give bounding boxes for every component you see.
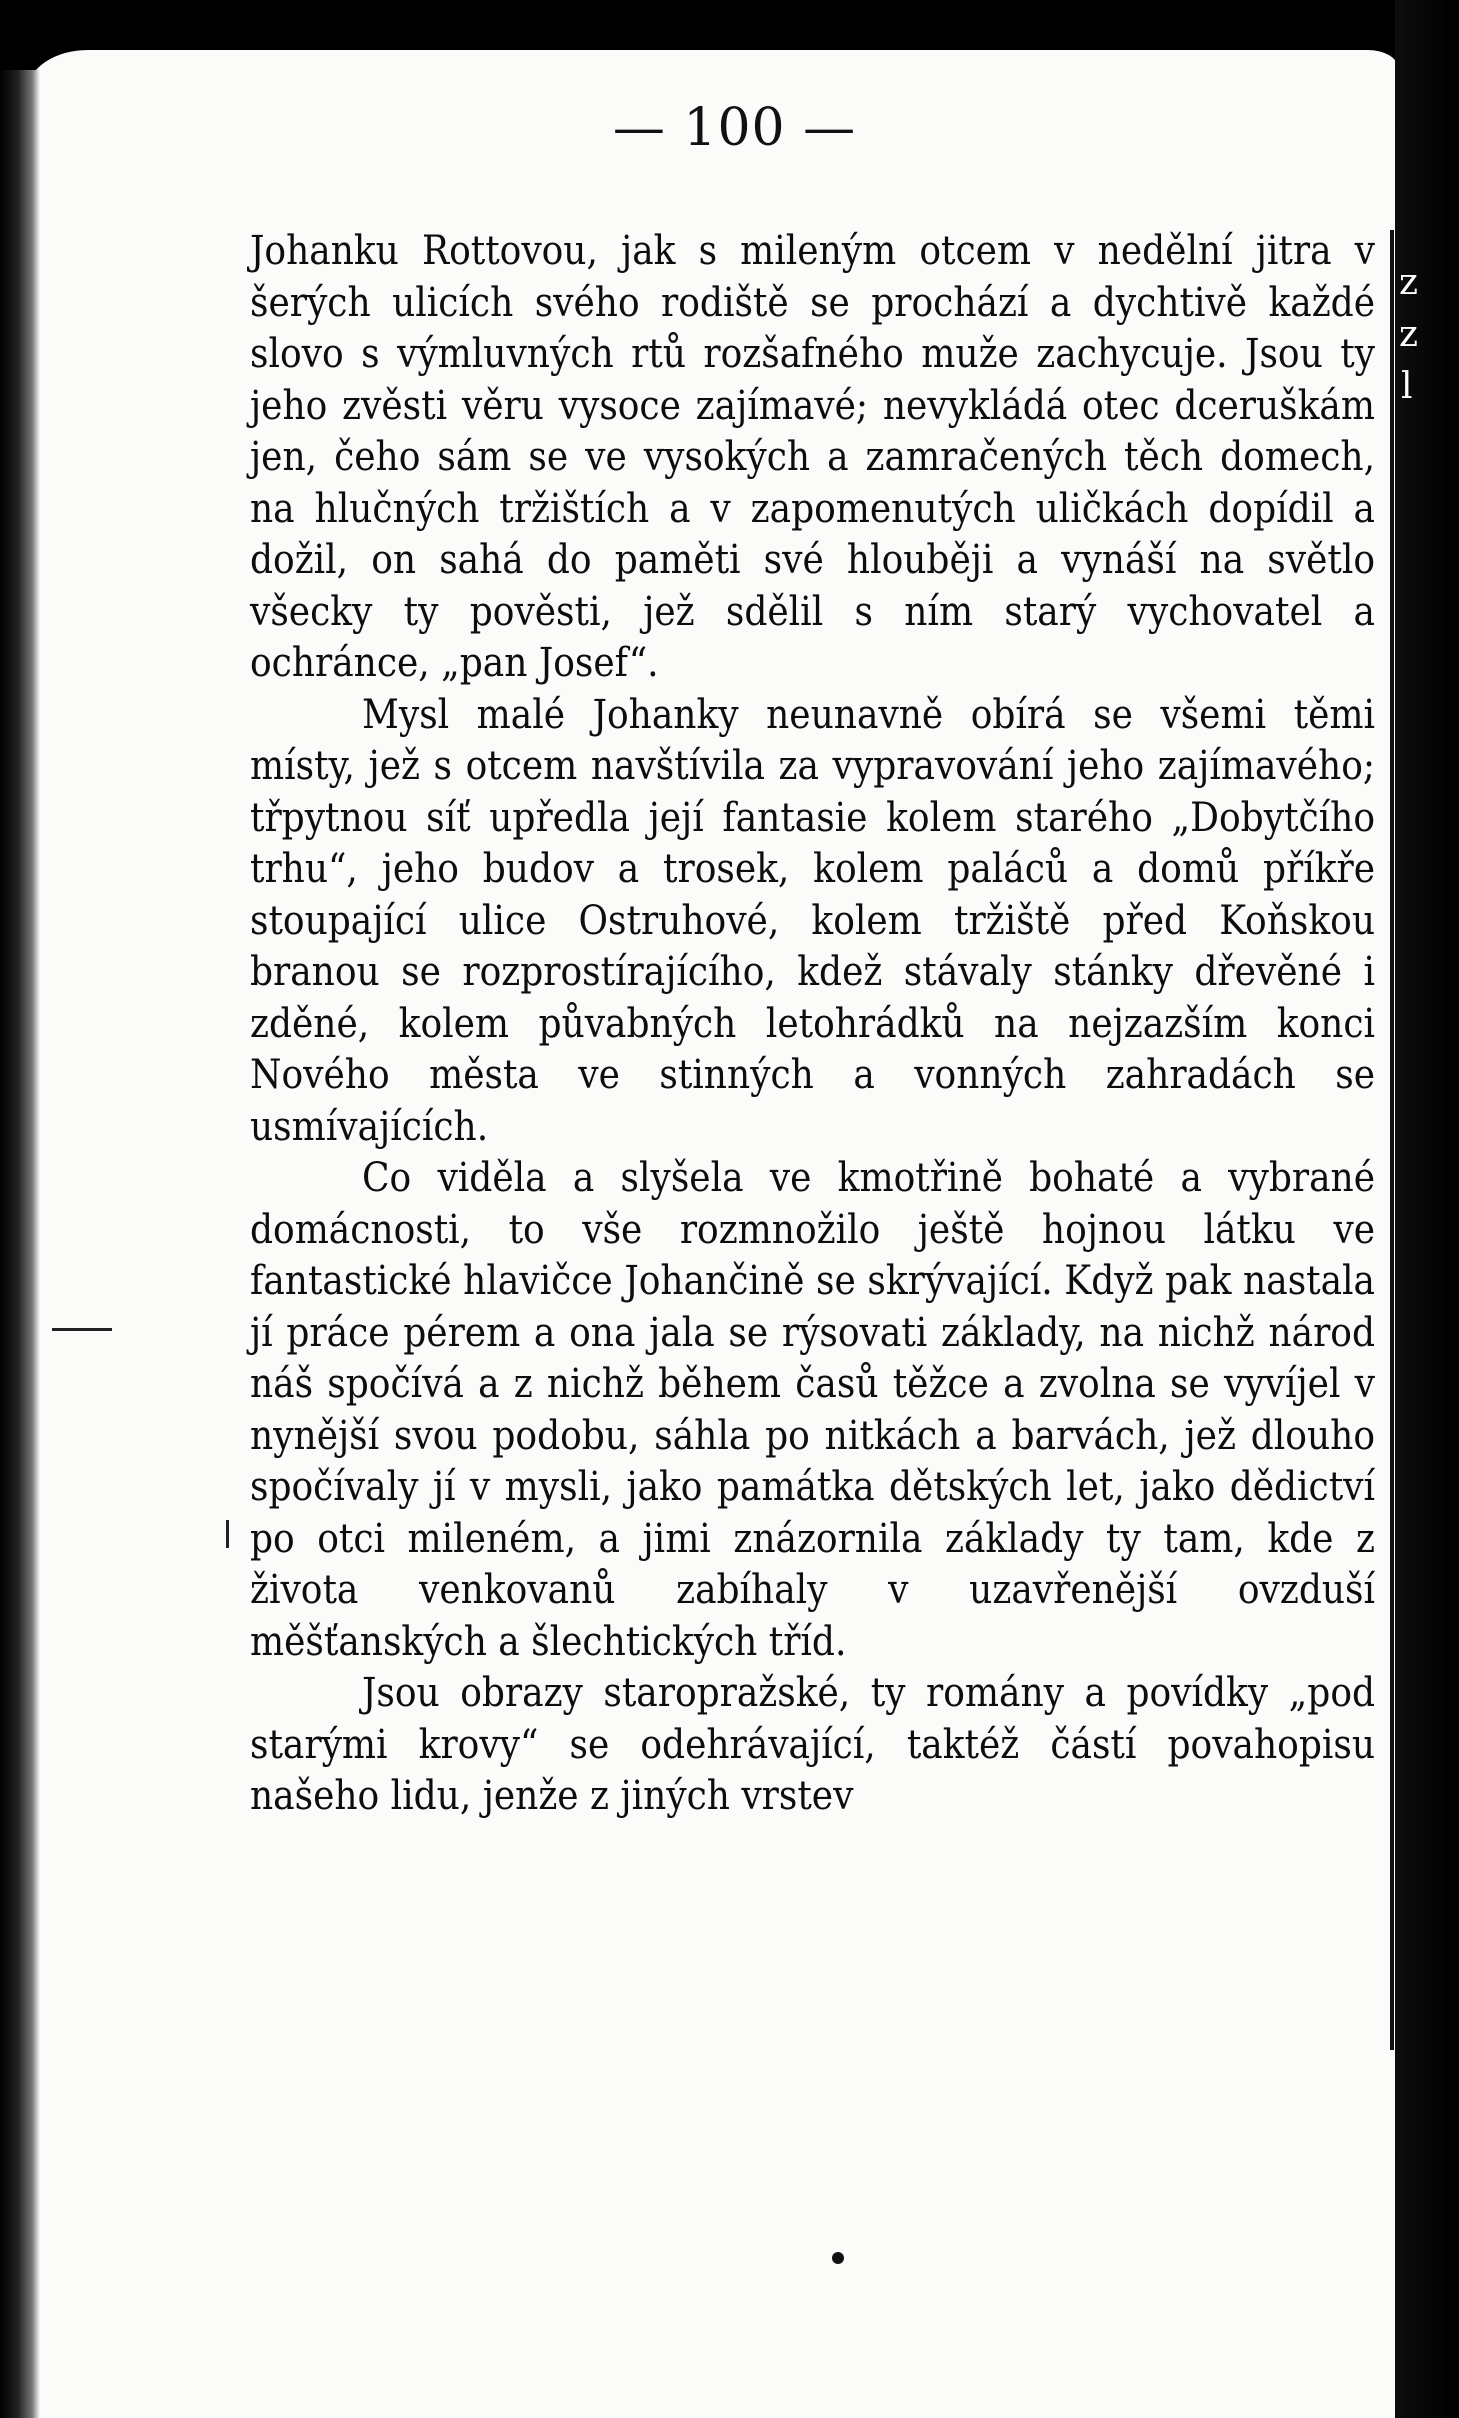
facing-page-fragment: l (1401, 366, 1413, 407)
paragraph: Jsou obrazy staropražské, ty romány a povídky „pod starými krovy“ se odehrávající, taktéž částí povahopisu našeho lidu, jenže z jiných vrstev (250, 1670, 1375, 1819)
page-number: — 100 — (612, 98, 857, 158)
paragraph: Johanku Rottovou, jak s mileným otcem v nedělní jitra v šerých ulicích svého rodiště se prochází a dychtivě každé slovo s výmluvných rtů rozšafného muže zachycuje. Jsou ty jeho zvěsti věru vysoce zajímavé; nevykládá otec dceruškám jen, čeho sám se ve vysokých a zamračených těch domech, na hlučných tržištích a v zapomenutých uličkách dopídil a dožil, on sahá do paměti své hlouběji a vynáší na světlo všecky ty pověsti, jež sdělil s ním starý vychovatel a ochránce, „pan Josef“. (250, 228, 1375, 686)
binding-shadow (0, 70, 40, 2418)
ink-dot (832, 2252, 844, 2264)
page-edge-line (1390, 230, 1394, 2050)
paragraph: Mysl malé Johanky neunavně obírá se všemi těmi místy, jež s otcem navštívila za vypravování jeho zajímavého; třpytnou síť upředla její fantasie kolem starého „Dobytčího trhu“, jeho budov a trosek, kolem paláců a domů příkře stoupající ulice Ostruhové, kolem tržiště před Koňskou branou se rozprostírajícího, kdež stávaly stánky dřevěné i zděné, kolem půvabných letohrádků na nejzazším konci Nového města ve stinných a vonných zahradách se usmívajících. (250, 691, 1375, 1150)
facing-page-fragment: z (1399, 262, 1418, 303)
paragraph: Co viděla a slyšela ve kmotřině bohaté a vybrané domácnosti, to vše rozmnožilo ještě hojnou látku ve fantastické hlavičce Johančině se skrývající. Když pak nastala jí práce pérem a ona jala se rýsovati základy, na nichž národ náš spočívá a z nichž během časů těžce a zvolna se vyvíjel v nynější svou podobu, sáhla po nitkách a barvách, jež dlouho spočívaly jí v mysli, jako památka dětských let, jako dědictví po otci mileném, a jimi znázornila základy ty tam, kde z života venkovanů zabíhaly v uzavřenější ovzduší měšťanských a šlechtických tříd. (250, 1155, 1375, 1665)
margin-mark (226, 1520, 229, 1548)
margin-mark (52, 1328, 112, 1331)
facing-page-fragment: z (1399, 314, 1418, 355)
facing-page-edge (1395, 0, 1459, 2418)
body-text (250, 226, 1375, 1823)
